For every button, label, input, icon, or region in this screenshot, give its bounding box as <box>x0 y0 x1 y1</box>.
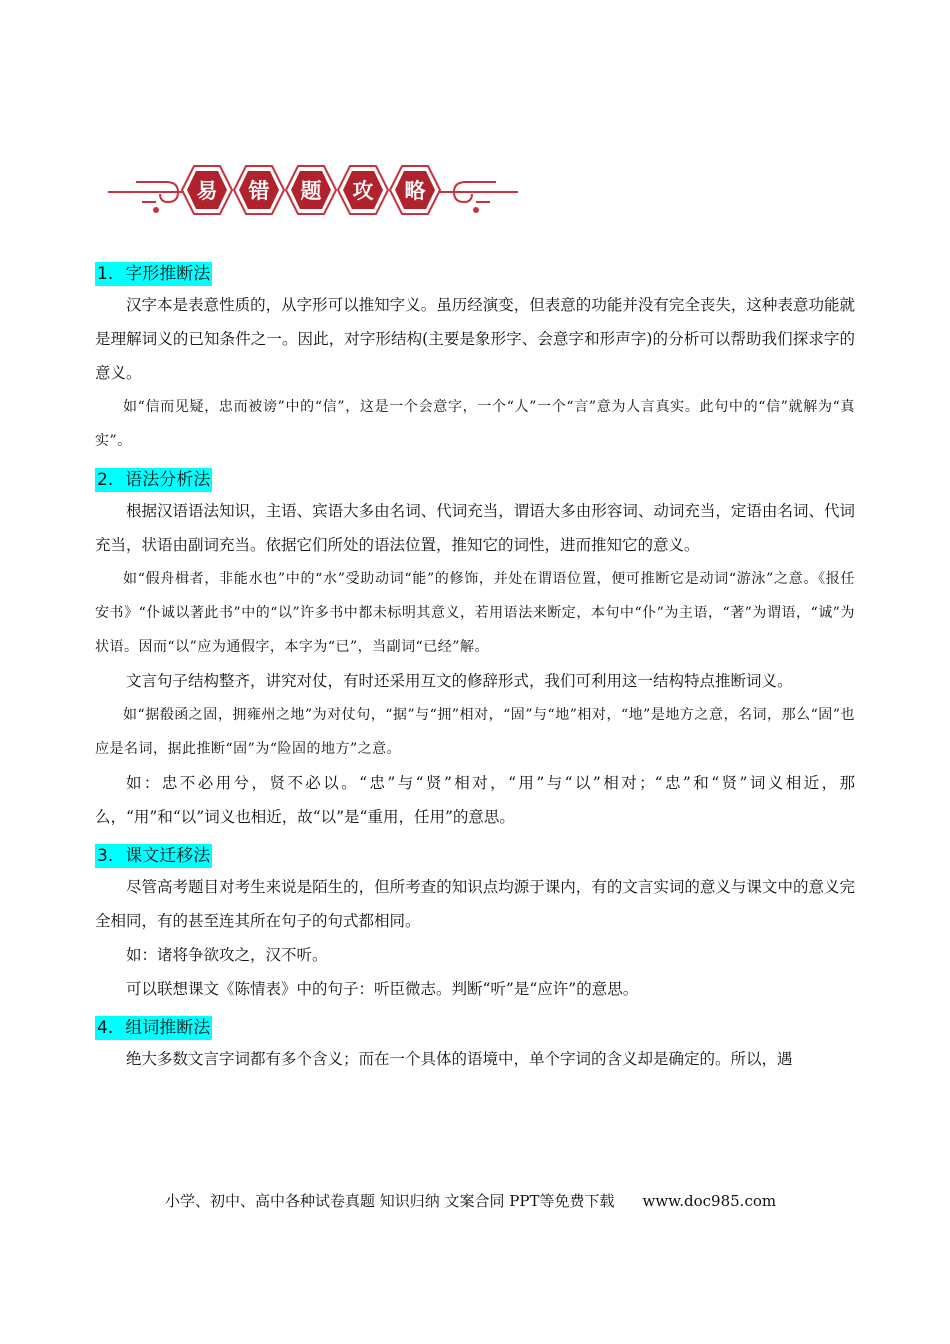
section-title: 语法分析法 <box>125 470 211 490</box>
section-1 <box>95 258 855 458</box>
section-number: 4. <box>97 1018 114 1038</box>
body-paragraph: 汉字本是表意性质的，从字形可以推知字义。虽历经演变，但表意的功能并没有完全丧失，这种表意功能就是理解词义的已知条件之一。因此，对字形结构(主要是象形字、会意字和形声字)的分析可以帮助我们探求字的意义。 <box>95 296 855 382</box>
example-paragraph: 如“信而见疑，忠而被谤”中的“信”，这是一个会意字，一个“人”一个“言”意为人言真实。此句中的“信”就解为“真实”。 <box>95 399 855 449</box>
banner-char: 题 <box>300 179 322 203</box>
section-number: 2. <box>97 470 114 490</box>
example-paragraph: 如“据殽函之固，拥雍州之地”为对仗句，“据”与“拥”相对，“固”与“地”相对，“地”是地方之意，名词，那么“固”也应是名词，据此推断“固”为“险固的地方”之意。 <box>95 707 855 757</box>
section-title: 字形推断法 <box>125 264 211 284</box>
banner-hex-1 <box>180 164 234 216</box>
section-number: 1. <box>97 264 114 284</box>
section-title: 课文迁移法 <box>125 846 211 866</box>
banner-hex-row <box>180 164 440 218</box>
footer-text: 小学、初中、高中各种试卷真题 知识归纳 文案合同 PPT等免费下载 <box>165 1192 615 1210</box>
banner-hex-3 <box>284 164 338 216</box>
body-paragraph: 绝大多数文言字词都有多个含义；而在一个具体的语境中，单个字词的含义却是确定的。所以，遇 <box>126 1050 793 1068</box>
page-footer <box>165 1190 805 1211</box>
swirl-ornament-left-icon <box>126 166 186 218</box>
section-title: 组词推断法 <box>125 1018 211 1038</box>
banner-hex-5 <box>388 164 442 216</box>
example-paragraph: 如“假舟楫者，非能水也”中的“水”受助动词“能”的修饰，并处在谓语位置，便可推断它是动词“游泳”之意。《报任安书》“仆诚以著此书”中的“以”许多书中都未标明其意义，若用语法来断定，本句中“仆”为主语，“著”为谓语，“诚”为状语。因而“以”应为通假字，本字为“已”，当副词“已经”解。 <box>95 571 855 655</box>
banner-hex-2 <box>232 164 286 216</box>
section-heading <box>95 468 212 492</box>
section-3 <box>95 840 855 1006</box>
swirl-ornament-right-icon <box>446 166 506 218</box>
section-number: 3. <box>97 846 114 866</box>
title-banner <box>108 160 518 222</box>
body-paragraph: 尽管高考题目对考生来说是陌生的，但所考查的知识点均源于课内，有的文言实词的意义与课文中的意义完全相同，有的甚至连其所在句子的句式都相同。 <box>95 878 855 930</box>
section-4 <box>95 1012 855 1076</box>
banner-char: 攻 <box>352 179 374 203</box>
body-paragraph: 如：诸将争欲攻之，汉不听。 <box>126 946 328 964</box>
section-heading <box>95 262 212 286</box>
section-2 <box>95 464 855 834</box>
document-body <box>95 258 855 1082</box>
body-paragraph: 可以联想课文《陈情表》中的句子：听臣微志。判断“听”是“应许”的意思。 <box>126 980 639 998</box>
banner-char: 略 <box>404 179 426 203</box>
body-paragraph: 如：忠不必用兮，贤不必以。“忠”与“贤”相对，“用”与“以”相对；“忠”和“贤”词义相近，那么，“用”和“以”词义也相近，故“以”是“重用，任用”的意思。 <box>95 774 855 826</box>
body-paragraph: 文言句子结构整齐，讲究对仗，有时还采用互文的修辞形式，我们可利用这一结构特点推断词义。 <box>126 672 793 690</box>
body-paragraph: 根据汉语语法知识，主语、宾语大多由名词、代词充当，谓语大多由形容词、动词充当，定语由名词、代词充当，状语由副词充当。依据它们所处的语法位置，推知它的词性，进而推知它的意义。 <box>95 502 855 554</box>
footer-url: www.doc985.com <box>642 1192 777 1210</box>
banner-hex-4 <box>336 164 390 216</box>
banner-char: 易 <box>196 179 218 203</box>
section-heading <box>95 1016 212 1040</box>
section-heading <box>95 844 212 868</box>
banner-char: 错 <box>248 179 270 203</box>
